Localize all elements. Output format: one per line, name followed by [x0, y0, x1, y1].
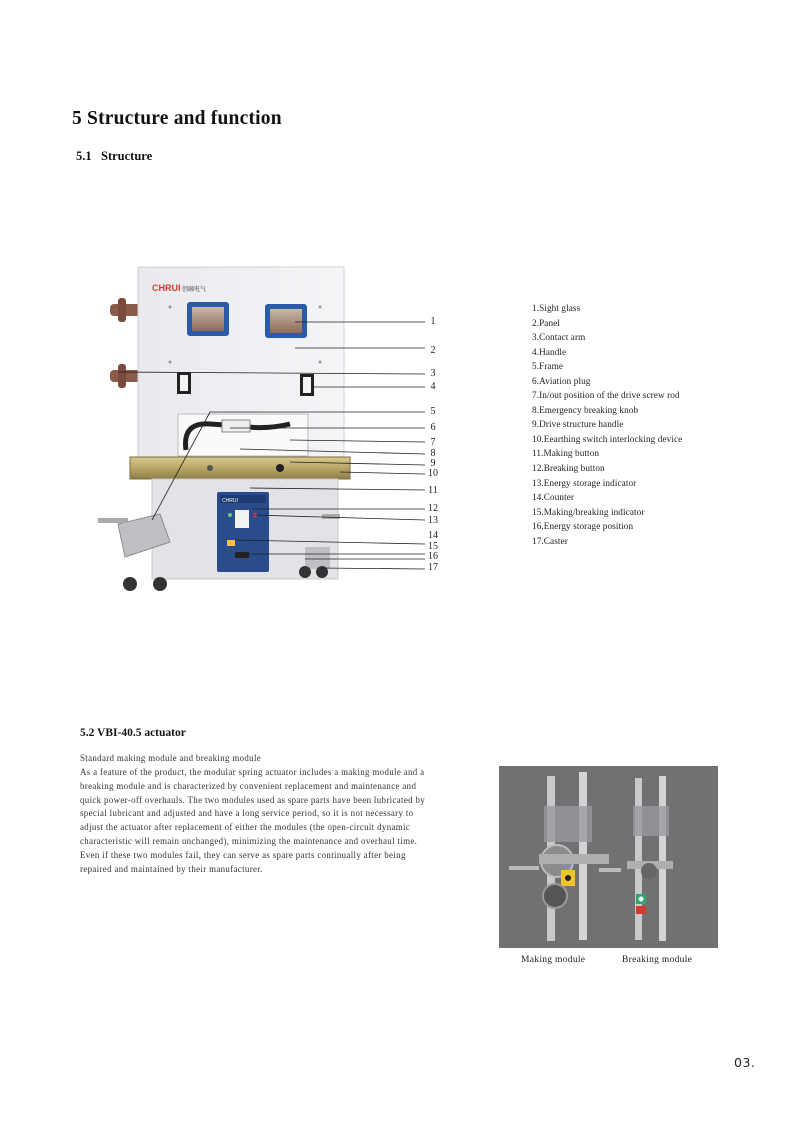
callout-2: 2 — [430, 345, 436, 356]
legend-item: 14.Counter — [532, 492, 575, 503]
paragraph-line: characteristic will remain unchanged), minimizing the maintenance and overhaul time. — [80, 836, 418, 847]
callout-9: 9 — [430, 458, 436, 469]
callout-8: 8 — [430, 448, 436, 459]
subsection-structure-title: 5.1 Structure — [76, 149, 153, 163]
paragraph-line: adjust the actuator after replacement of either the modules (the open-circuit dynamic — [80, 822, 411, 833]
callout-14: 14 — [428, 530, 438, 541]
callout-17: 17 — [428, 562, 438, 573]
brand-logo: CHRUI — [152, 283, 181, 293]
paragraph-line: Even if these two modules fail, they can serve as spare parts continually after being — [80, 849, 406, 860]
legend-item: 12.Breaking button — [532, 463, 605, 474]
legend-item: 1.Sight glass — [532, 303, 581, 313]
breaker-figure — [90, 262, 450, 602]
legend-item: 9.Drive structure handle — [532, 419, 624, 430]
callout-16: 16 — [428, 551, 438, 562]
caption-making-module: Making module — [521, 955, 586, 965]
structure-legend — [532, 301, 772, 548]
subsection-actuator-title: 5.2 VBI-40.5 actuator — [80, 727, 186, 739]
legend-item: 4.Handle — [532, 346, 567, 357]
legend-item: 6.Aviation plug — [532, 375, 591, 386]
breaker-illustration — [90, 262, 450, 602]
callout-5: 5 — [430, 406, 436, 417]
svg-text:创融电气: 创融电气 — [182, 286, 207, 293]
actuator-modules-photo — [499, 766, 718, 948]
actuator-description — [80, 752, 452, 877]
legend-item: 2.Panel — [532, 317, 561, 328]
paragraph-line: As a feature of the product, the modular spring actuator includes a making module and a — [80, 766, 425, 777]
paragraph-line: special lubricant and adjusted and have a long service period, so it is not necessary to — [80, 808, 414, 819]
legend-item: 5.Frame — [532, 361, 564, 372]
legend-item: 11.Making button — [532, 448, 600, 459]
svg-text:CHRUI: CHRUI — [222, 498, 238, 504]
callout-15: 15 — [428, 541, 438, 552]
legend-item: 7.In/out position of the drive screw rod — [532, 390, 680, 401]
callout-6: 6 — [430, 422, 436, 433]
legend-item: 17.Caster — [532, 535, 568, 546]
section-title: 5 Structure and function — [72, 108, 282, 129]
callout-1: 1 — [430, 316, 436, 327]
callout-7: 7 — [430, 437, 436, 448]
paragraph-line: quick power-off overhauls. The two modules used as spare parts have been lubricated by — [80, 794, 426, 805]
callout-4: 4 — [430, 381, 436, 392]
callout-11: 11 — [428, 485, 438, 496]
caption-breaking-module: Breaking module — [622, 955, 693, 965]
callout-3: 3 — [430, 368, 436, 379]
legend-item: 8.Emergency breaking knob — [532, 404, 639, 415]
callout-10: 10 — [428, 468, 438, 479]
legend-item: 3.Contact arm — [532, 332, 586, 343]
paragraph-line: breaking module and is characterized by convenient replacement and maintenance and — [80, 780, 417, 791]
legend-item: 10.Eearthing switch interlocking device — [532, 433, 683, 444]
page-number: 03. — [734, 1055, 756, 1070]
legend-item: 16.Energy storage position — [532, 521, 634, 532]
callout-13: 13 — [428, 515, 438, 526]
legend-item: 13.Energy storage indicator — [532, 477, 637, 488]
callout-12: 12 — [428, 503, 438, 514]
paragraph-line: Standard making module and breaking module — [80, 753, 262, 763]
legend-item: 15.Making/breaking indicator — [532, 506, 645, 517]
paragraph-line: repaired and maintained by their manufacturer. — [80, 863, 263, 874]
